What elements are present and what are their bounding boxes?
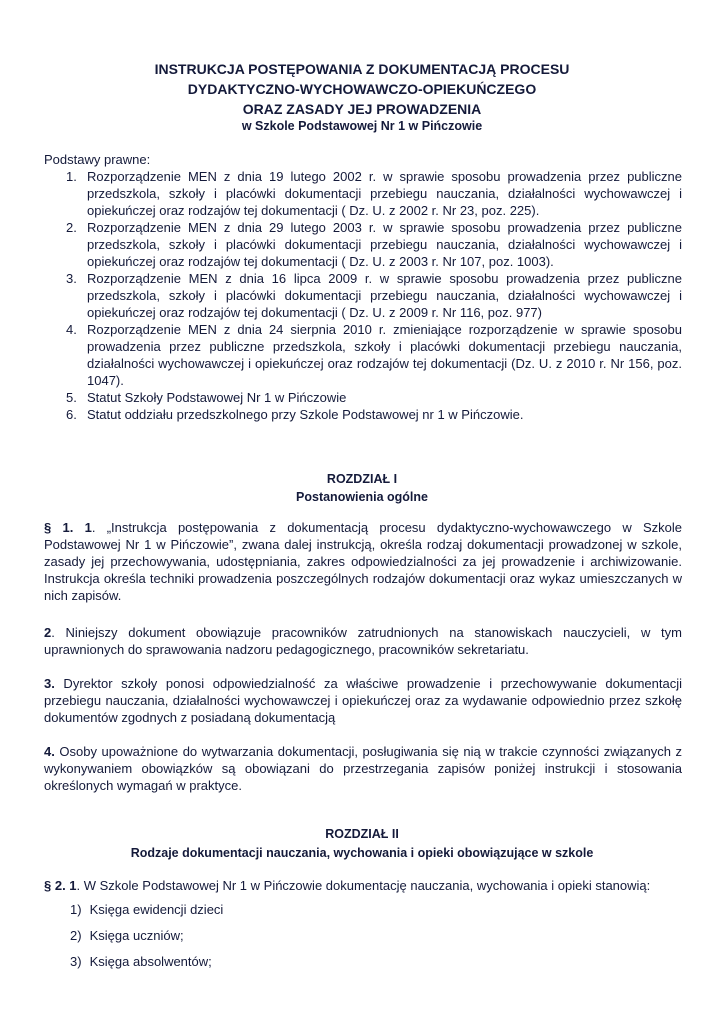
paragraph-2-1 [44,877,684,894]
document-title-line-1: INSTRUKCJA POSTĘPOWANIA Z DOKUMENTACJĄ PROCESU [154,61,570,77]
paragraph-text: . Niniejszy dokument obowiązuje pracowników zatrudnionych na stanowiskach nauczycieli, w tym uprawnionych do sprawowania nadzoru pedagogicznego, pracowników sekretariatu. [44,625,682,657]
chapter-2-subheading: Rodzaje dokumentacji nauczania, wychowania i opieki obowiązujące w szkole [130,846,594,860]
legal-basis-label: Podstawy prawne: [44,152,151,167]
list-text: Księga absolwentów; [89,954,212,969]
legal-basis-list [44,168,682,423]
paragraph-text: . W Szkole Podstawowej Nr 1 w Pińczowie dokumentację nauczania, wychowania i opieki stanowią: [76,878,651,893]
document-subtitle: w Szkole Podstawowej Nr 1 w Pińczowie [241,119,483,133]
list-number: 2. [66,220,77,235]
paragraph-mark: 4. [44,744,55,759]
list-text: Rozporządzenie MEN z dnia 29 lutego 2003 r. w sprawie sposobu prowadzenia przez publiczne przedszkola, szkoły i placówki dokumentacji przebiegu nauczania, działalności wychowawczej i opiekuńczej oraz rodzajów tej dokumentacji ( Dz. U. z 2003 r. Nr 107, poz. 1003). [87,220,682,269]
list-text: Księga ewidencji dzieci [89,902,224,917]
list-number: 3. [66,271,77,286]
paragraph-text: . „Instrukcja postępowania z dokumentacją procesu dydaktyczno-wychowawczego w Szkole Podstawowej Nr 1 w Pińczowie”, zwana dalej instrukcją, określa rodzaj dokumentacji prowadzonej w szkole, zasady jej przechowywania, udostępniania, zakres odpowiedzialności za jej prowadzenie i archiwizowanie. Instrukcja określa techniki prowadzenia poszczególnych rodzajów dokumentacji oraz wykaz umieszczanych w nich zapisów. [44,520,682,603]
chapter-2-heading: ROZDZIAŁ II [325,827,399,841]
paragraph-mark: § 1. 1 [44,520,92,535]
paragraph-mark: 3. [44,676,55,691]
list-item [70,901,223,927]
documentation-list [70,901,223,979]
list-text: Statut oddziału przedszkolnego przy Szkole Podstawowej nr 1 w Pińczowie. [87,407,524,422]
legal-basis-item [44,168,682,219]
paragraph-1-4 [44,743,682,794]
list-text: Rozporządzenie MEN z dnia 24 sierpnia 2010 r. zmieniające rozporządzenie w sprawie sposobu prowadzenia przez publiczne przedszkola, szkoły i placówki dokumentacji przebiegu nauczania, działalności wychowawczej i opiekuńczej oraz rodzajów tej dokumentacji (Dz. U. z 2010 r. Nr 156, poz. 1047). [87,322,682,388]
legal-basis-item [44,270,682,321]
list-item [70,927,223,953]
legal-basis-item [44,406,682,423]
chapter-1-heading: ROZDZIAŁ I [326,472,398,486]
list-number: 6. [66,407,77,422]
paragraph-mark: 2 [44,625,52,640]
paragraph-1-2 [44,624,682,658]
document-title-line-2: DYDAKTYCZNO-WYCHOWAWCZO-OPIEKUŃCZEGO [187,81,537,97]
list-item [70,953,223,979]
list-number: 1. [66,169,77,184]
list-number: 4. [66,322,77,337]
legal-basis-item [44,219,682,270]
paragraph-1-3 [44,675,682,726]
list-number: 1) [70,902,82,917]
chapter-1-subheading: Postanowienia ogólne [296,490,428,504]
list-number: 3) [70,954,82,969]
list-number: 5. [66,390,77,405]
list-number: 2) [70,928,82,943]
paragraph-mark: § 2. 1 [44,878,77,893]
document-title-line-3: ORAZ ZASADY JEJ PROWADZENIA [242,101,482,117]
list-text: Rozporządzenie MEN z dnia 19 lutego 2002 r. w sprawie sposobu prowadzenia przez publiczne przedszkola, szkoły i placówki dokumentacji przebiegu nauczania, działalności wychowawczej i opiekuńczej oraz rodzajów tej dokumentacji ( Dz. U. z 2002 r. Nr 23, poz. 225). [87,169,682,218]
list-text: Statut Szkoły Podstawowej Nr 1 w Pińczowie [87,390,347,405]
paragraph-1-1 [44,519,682,604]
paragraph-text: Dyrektor szkoły ponosi odpowiedzialność za właściwe prowadzenie i przechowywanie dokumentacji przebiegu nauczania, działalności wychowawczej i opiekuńczej oraz za wydawanie odpowiednio przez szkołę dokumentów zgodnych z posiadaną dokumentacją [44,676,682,725]
list-text: Rozporządzenie MEN z dnia 16 lipca 2009 r. w sprawie sposobu prowadzenia przez publiczne przedszkola, szkoły i placówki dokumentacji przebiegu nauczania, działalności wychowawczej i opiekuńczej oraz rodzajów tej dokumentacji ( Dz. U. z 2009 r. Nr 116, poz. 977) [87,271,682,320]
legal-basis-item [44,389,682,406]
paragraph-text: Osoby upoważnione do wytwarzania dokumentacji, posługiwania się nią w trakcie czynności związanych z wykonywaniem obowiązków są obowiązani do przestrzegania zapisów poniżej instrukcji i stosowania określonych wymagań w praktyce. [44,744,682,793]
list-text: Księga uczniów; [89,928,184,943]
legal-basis-item [44,321,682,389]
